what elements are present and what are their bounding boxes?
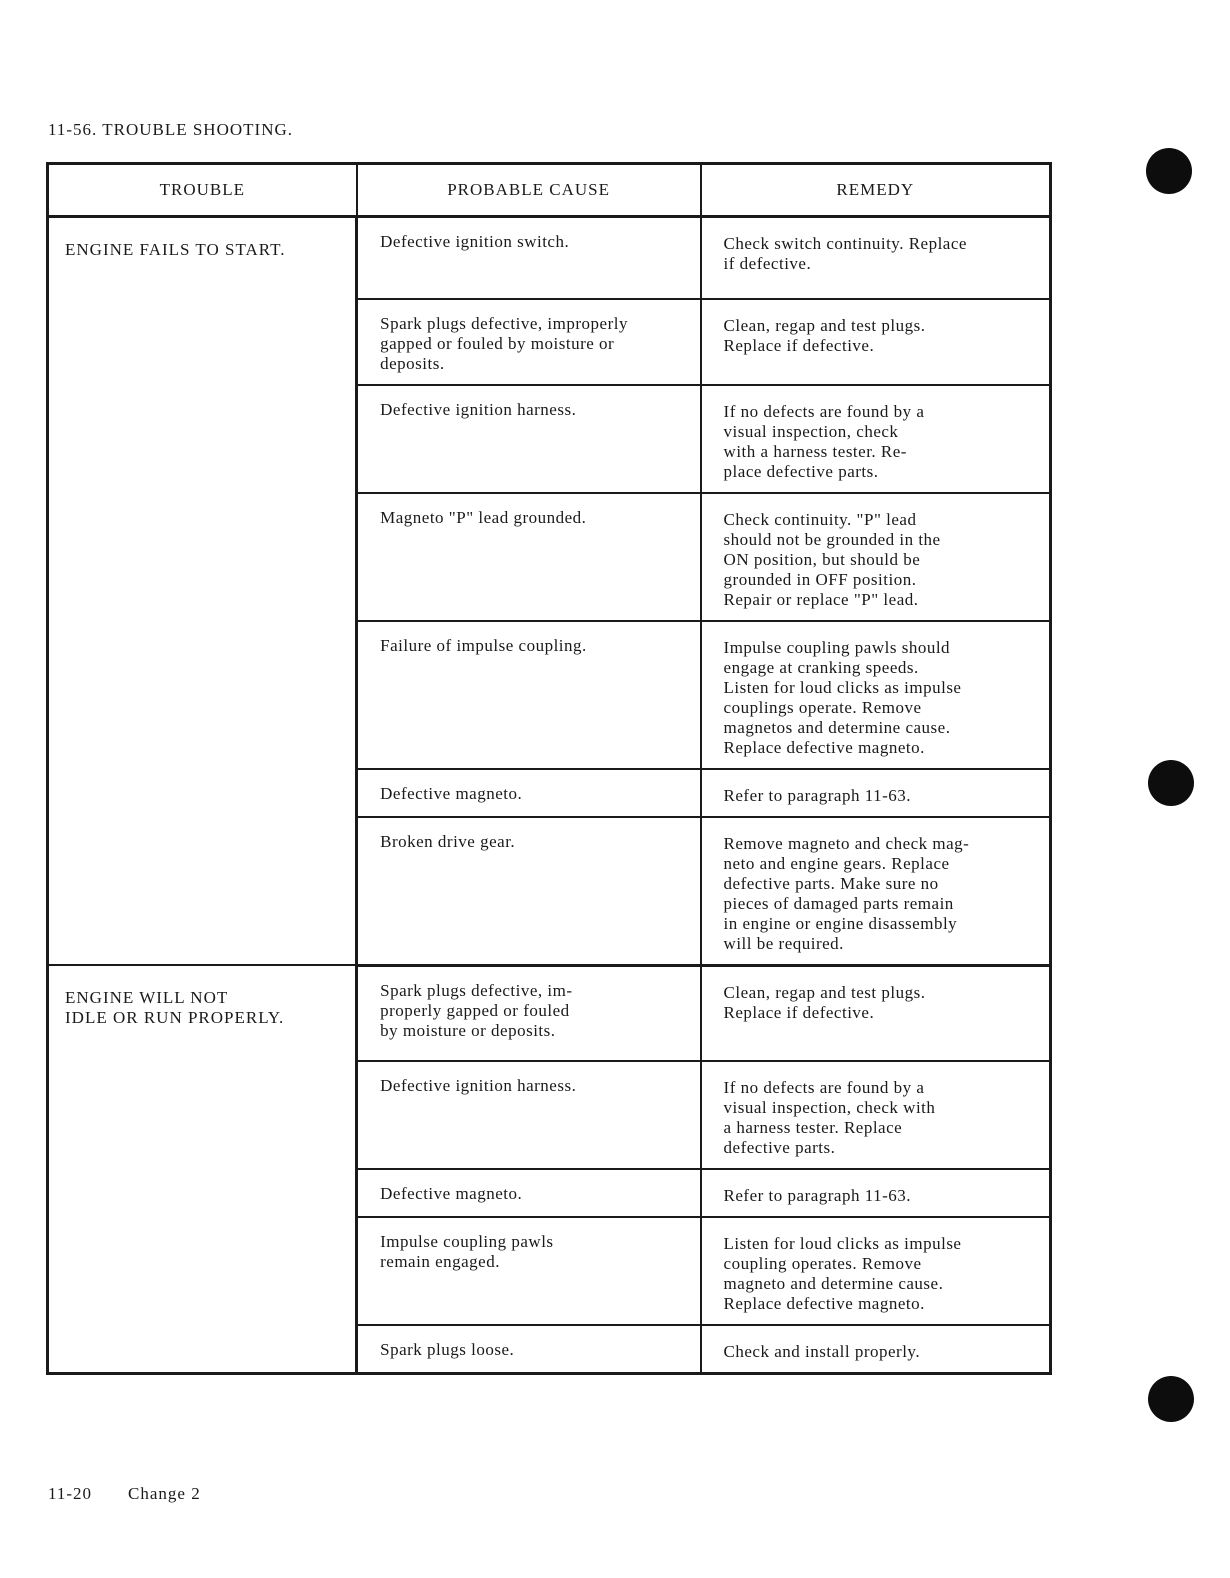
text-line: Refer to paragraph 11-63. [723, 785, 912, 805]
probable-cause-cell [357, 217, 701, 299]
binder-hole-middle [1148, 760, 1194, 806]
binder-hole-top [1146, 148, 1192, 194]
text-line: grounded in OFF position. [723, 569, 917, 589]
text-line: gapped or fouled by moisture or [380, 333, 615, 353]
remedy-cell [701, 385, 1051, 493]
text-line: Listen for loud clicks as impulse [723, 677, 962, 697]
text-line: Failure of impulse coupling. [380, 635, 587, 655]
page-number: 11-20 [48, 1484, 93, 1503]
probable-cause-cell [357, 965, 701, 1061]
text-line: Spark plugs defective, improperly [380, 313, 628, 333]
probable-cause-cell [357, 621, 701, 769]
text-line: will be required. [723, 933, 844, 953]
probable-cause-cell [357, 493, 701, 621]
table-header-row [48, 164, 1051, 217]
text-line: Defective magneto. [380, 783, 523, 803]
trouble-shooting-table [46, 162, 1052, 1375]
header-probable-cause: PROBABLE CAUSE [357, 164, 701, 217]
section-heading: 11-56. TROUBLE SHOOTING. [48, 120, 293, 139]
probable-cause-cell [357, 1061, 701, 1169]
probable-cause-cell [357, 1217, 701, 1325]
remedy-cell [701, 965, 1051, 1061]
text-line: ENGINE WILL NOT [65, 988, 229, 1007]
text-line: defective parts. Make sure no [723, 873, 939, 893]
binder-hole-bottom [1148, 1376, 1194, 1422]
text-line: Impulse coupling pawls [380, 1232, 554, 1251]
text-line: should not be grounded in the [723, 529, 941, 549]
text-line: Defective ignition switch. [380, 232, 570, 251]
remedy-cell [701, 769, 1051, 817]
trouble-cell: ENGINE FAILS TO START. [48, 217, 357, 966]
text-line: by moisture or deposits. [380, 1020, 556, 1040]
remedy-cell [701, 299, 1051, 385]
text-line: Replace defective magneto. [723, 1294, 925, 1313]
text-line: Remove magneto and check mag- [723, 833, 970, 853]
text-line: a harness tester. Replace [723, 1118, 903, 1137]
table-row [48, 217, 1051, 299]
text-line: Listen for loud clicks as impulse [723, 1234, 962, 1253]
text-line: Impulse coupling pawls should [723, 637, 951, 657]
probable-cause-cell [357, 1169, 701, 1217]
text-line: Repair or replace "P" lead. [723, 589, 919, 609]
text-line: defective parts. [723, 1138, 836, 1157]
text-line: neto and engine gears. Replace [723, 853, 950, 873]
page-footer [48, 1484, 201, 1504]
text-line: if defective. [723, 254, 812, 273]
text-line: Clean, regap and test plugs. [723, 315, 926, 335]
text-line: If no defects are found by a [723, 401, 925, 421]
text-line: visual inspection, check [723, 421, 899, 441]
change-label: Change 2 [128, 1484, 201, 1503]
text-line: Replace if defective. [723, 1002, 875, 1022]
text-line: Replace defective magneto. [723, 737, 925, 757]
text-line: properly gapped or fouled [380, 1000, 570, 1020]
text-line: Refer to paragraph 11-63. [723, 1186, 912, 1205]
text-line: Clean, regap and test plugs. [723, 982, 926, 1002]
remedy-cell [701, 217, 1051, 299]
text-line: Defective ignition harness. [380, 1076, 577, 1095]
text-line: remain engaged. [380, 1252, 500, 1271]
text-line: coupling operates. Remove [723, 1254, 922, 1273]
probable-cause-cell [357, 385, 701, 493]
text-line: pieces of damaged parts remain [723, 893, 954, 913]
remedy-cell [701, 1217, 1051, 1325]
text-line: Defective magneto. [380, 1184, 523, 1203]
text-line: Replace if defective. [723, 335, 875, 355]
header-remedy: REMEDY [701, 164, 1051, 217]
probable-cause-cell [357, 299, 701, 385]
text-line: If no defects are found by a [723, 1078, 925, 1097]
table-body [48, 217, 1051, 1374]
text-line: with a harness tester. Re- [723, 441, 907, 461]
probable-cause-cell [357, 817, 701, 966]
text-line: ON position, but should be [723, 549, 921, 569]
text-line: Defective ignition harness. [380, 399, 577, 419]
text-line: Spark plugs loose. [380, 1340, 515, 1359]
probable-cause-cell [357, 769, 701, 817]
probable-cause-cell [357, 1325, 701, 1374]
remedy-cell [701, 493, 1051, 621]
text-line: Magneto "P" lead grounded. [380, 507, 587, 527]
text-line: IDLE OR RUN PROPERLY. [65, 1008, 285, 1027]
text-line: magnetos and determine cause. [723, 717, 951, 737]
text-line: magneto and determine cause. [723, 1274, 944, 1293]
text-line: place defective parts. [723, 461, 879, 481]
header-trouble: TROUBLE [48, 164, 357, 217]
text-line: visual inspection, check with [723, 1098, 936, 1117]
text-line: Check continuity. "P" lead [723, 509, 917, 529]
remedy-cell [701, 621, 1051, 769]
text-line: Check switch continuity. Replace [723, 234, 967, 253]
text-line: Spark plugs defective, im- [380, 980, 573, 1000]
text-line: engage at cranking speeds. [723, 657, 919, 677]
trouble-cell [48, 965, 357, 1374]
text-line: deposits. [380, 353, 445, 373]
remedy-cell [701, 1061, 1051, 1169]
table-row [48, 965, 1051, 1061]
text-line: in engine or engine disassembly [723, 913, 958, 933]
remedy-cell [701, 817, 1051, 966]
remedy-cell [701, 1169, 1051, 1217]
text-line: couplings operate. Remove [723, 697, 922, 717]
remedy-cell [701, 1325, 1051, 1374]
text-line: Broken drive gear. [380, 831, 516, 851]
text-line: Check and install properly. [723, 1342, 921, 1361]
